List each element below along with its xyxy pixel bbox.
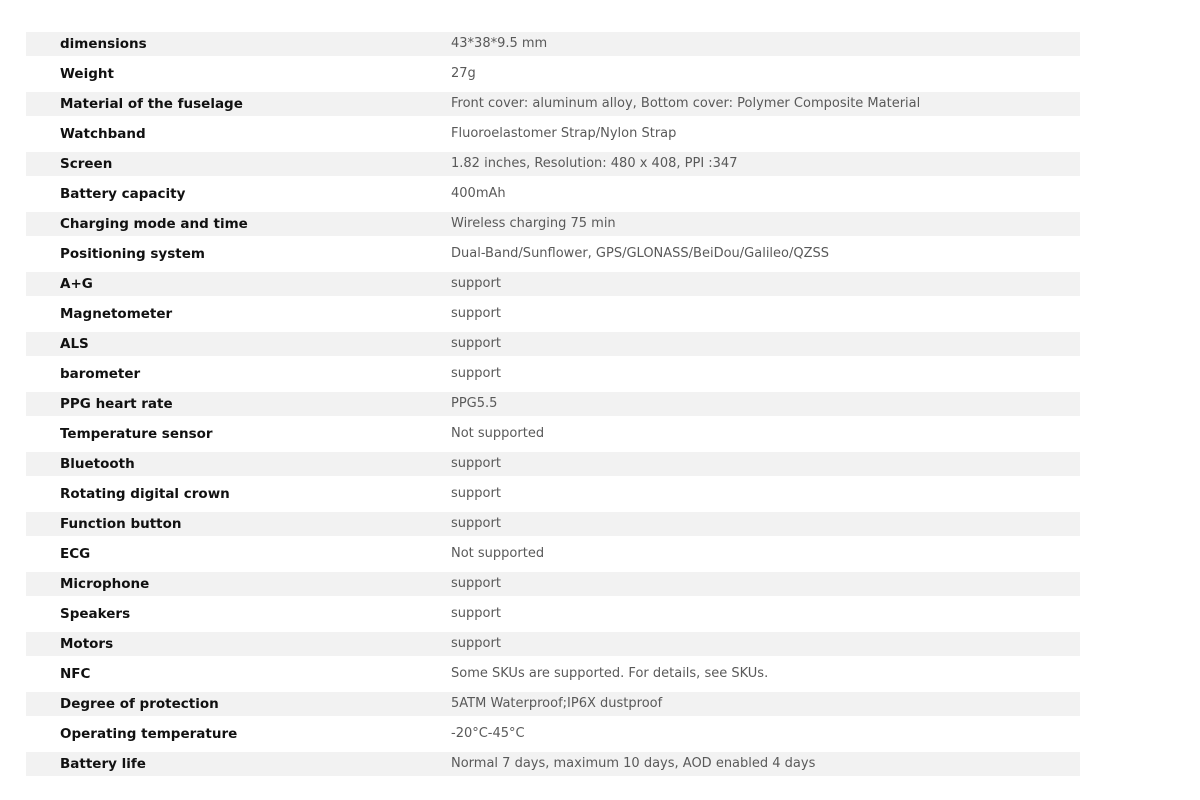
spec-row-nfc	[26, 662, 1080, 692]
spec-label: Magnetometer	[60, 306, 173, 322]
spec-row-speakers	[26, 602, 1080, 632]
spec-row-watchband	[26, 122, 1080, 152]
spec-value: support	[451, 276, 501, 291]
spec-label: dimensions	[60, 36, 147, 52]
spec-value: 1.82 inches, Resolution: 480 x 408, PPI :347	[451, 156, 738, 171]
row-band	[26, 62, 1080, 86]
spec-label: Watchband	[60, 126, 146, 142]
spec-label: Speakers	[60, 606, 131, 622]
spec-label: Charging mode and time	[60, 216, 248, 232]
spec-row-weight	[26, 62, 1080, 92]
row-band	[26, 272, 1080, 296]
spec-label: Motors	[60, 636, 114, 652]
spec-label: Battery capacity	[60, 186, 186, 202]
spec-label: Weight	[60, 66, 114, 82]
spec-value: Fluoroelastomer Strap/Nylon Strap	[451, 126, 677, 141]
spec-value: support	[451, 576, 501, 591]
spec-value: Dual-Band/Sunflower, GPS/GLONASS/BeiDou/Galileo/QZSS	[451, 246, 830, 261]
row-band	[26, 572, 1080, 596]
spec-row-magnetometer	[26, 302, 1080, 332]
spec-row-positioning	[26, 242, 1080, 272]
row-band	[26, 302, 1080, 326]
spec-label: PPG heart rate	[60, 396, 173, 412]
spec-label: Screen	[60, 156, 113, 172]
spec-value: 27g	[451, 66, 476, 81]
spec-row-battery-life	[26, 752, 1080, 782]
spec-row-material	[26, 92, 1080, 122]
spec-value: support	[451, 486, 501, 501]
spec-label: Microphone	[60, 576, 150, 592]
spec-label: NFC	[60, 666, 91, 682]
spec-row-a-g	[26, 272, 1080, 302]
row-band	[26, 452, 1080, 476]
spec-row-bluetooth	[26, 452, 1080, 482]
spec-row-charging	[26, 212, 1080, 242]
spec-value: Not supported	[451, 426, 545, 441]
spec-table	[26, 32, 1080, 782]
spec-row-ppg	[26, 392, 1080, 422]
spec-value: Normal 7 days, maximum 10 days, AOD enabled 4 days	[451, 756, 816, 771]
spec-value: 5ATM Waterproof;IP6X dustproof	[451, 696, 663, 711]
spec-label: Positioning system	[60, 246, 205, 262]
spec-row-microphone	[26, 572, 1080, 602]
spec-row-barometer	[26, 362, 1080, 392]
spec-label: Material of the fuselage	[60, 96, 243, 112]
spec-label: Battery life	[60, 756, 146, 772]
spec-value: Front cover: aluminum alloy, Bottom cover: Polymer Composite Material	[451, 96, 921, 111]
spec-label: A+G	[60, 276, 93, 292]
row-band	[26, 32, 1080, 56]
spec-label: Operating temperature	[60, 726, 238, 742]
row-band	[26, 542, 1080, 566]
spec-value: 400mAh	[451, 186, 506, 201]
spec-value: Not supported	[451, 546, 545, 561]
spec-label: Bluetooth	[60, 456, 135, 472]
spec-row-protection	[26, 692, 1080, 722]
spec-row-als	[26, 332, 1080, 362]
spec-value: PPG5.5	[451, 396, 498, 411]
row-band	[26, 332, 1080, 356]
spec-value: support	[451, 336, 501, 351]
spec-label: Function button	[60, 516, 182, 532]
spec-label: ALS	[60, 336, 89, 352]
row-band	[26, 602, 1080, 626]
spec-label: Degree of protection	[60, 696, 219, 712]
spec-label: Rotating digital crown	[60, 486, 230, 502]
row-band	[26, 392, 1080, 416]
spec-label: ECG	[60, 546, 91, 562]
spec-value: support	[451, 636, 501, 651]
spec-value: Some SKUs are supported. For details, see SKUs.	[451, 666, 769, 681]
spec-row-digital-crown	[26, 482, 1080, 512]
spec-value: support	[451, 306, 501, 321]
spec-value: support	[451, 606, 501, 621]
spec-row-operating-temperature	[26, 722, 1080, 752]
spec-value: 43*38*9.5 mm	[451, 36, 548, 51]
spec-row-ecg	[26, 542, 1080, 572]
spec-row-function-button	[26, 512, 1080, 542]
spec-row-dimensions	[26, 32, 1080, 62]
spec-row-motors	[26, 632, 1080, 662]
spec-value: support	[451, 456, 501, 471]
spec-value: Wireless charging 75 min	[451, 216, 616, 231]
row-band	[26, 632, 1080, 656]
spec-row-screen	[26, 152, 1080, 182]
spec-value: support	[451, 366, 501, 381]
spec-row-battery-capacity	[26, 182, 1080, 212]
spec-label: barometer	[60, 366, 141, 382]
spec-value: support	[451, 516, 501, 531]
spec-row-temperature-sensor	[26, 422, 1080, 452]
spec-label: Temperature sensor	[60, 426, 213, 442]
spec-value: -20°C-45°C	[451, 726, 525, 741]
row-band	[26, 512, 1080, 536]
row-band	[26, 362, 1080, 386]
